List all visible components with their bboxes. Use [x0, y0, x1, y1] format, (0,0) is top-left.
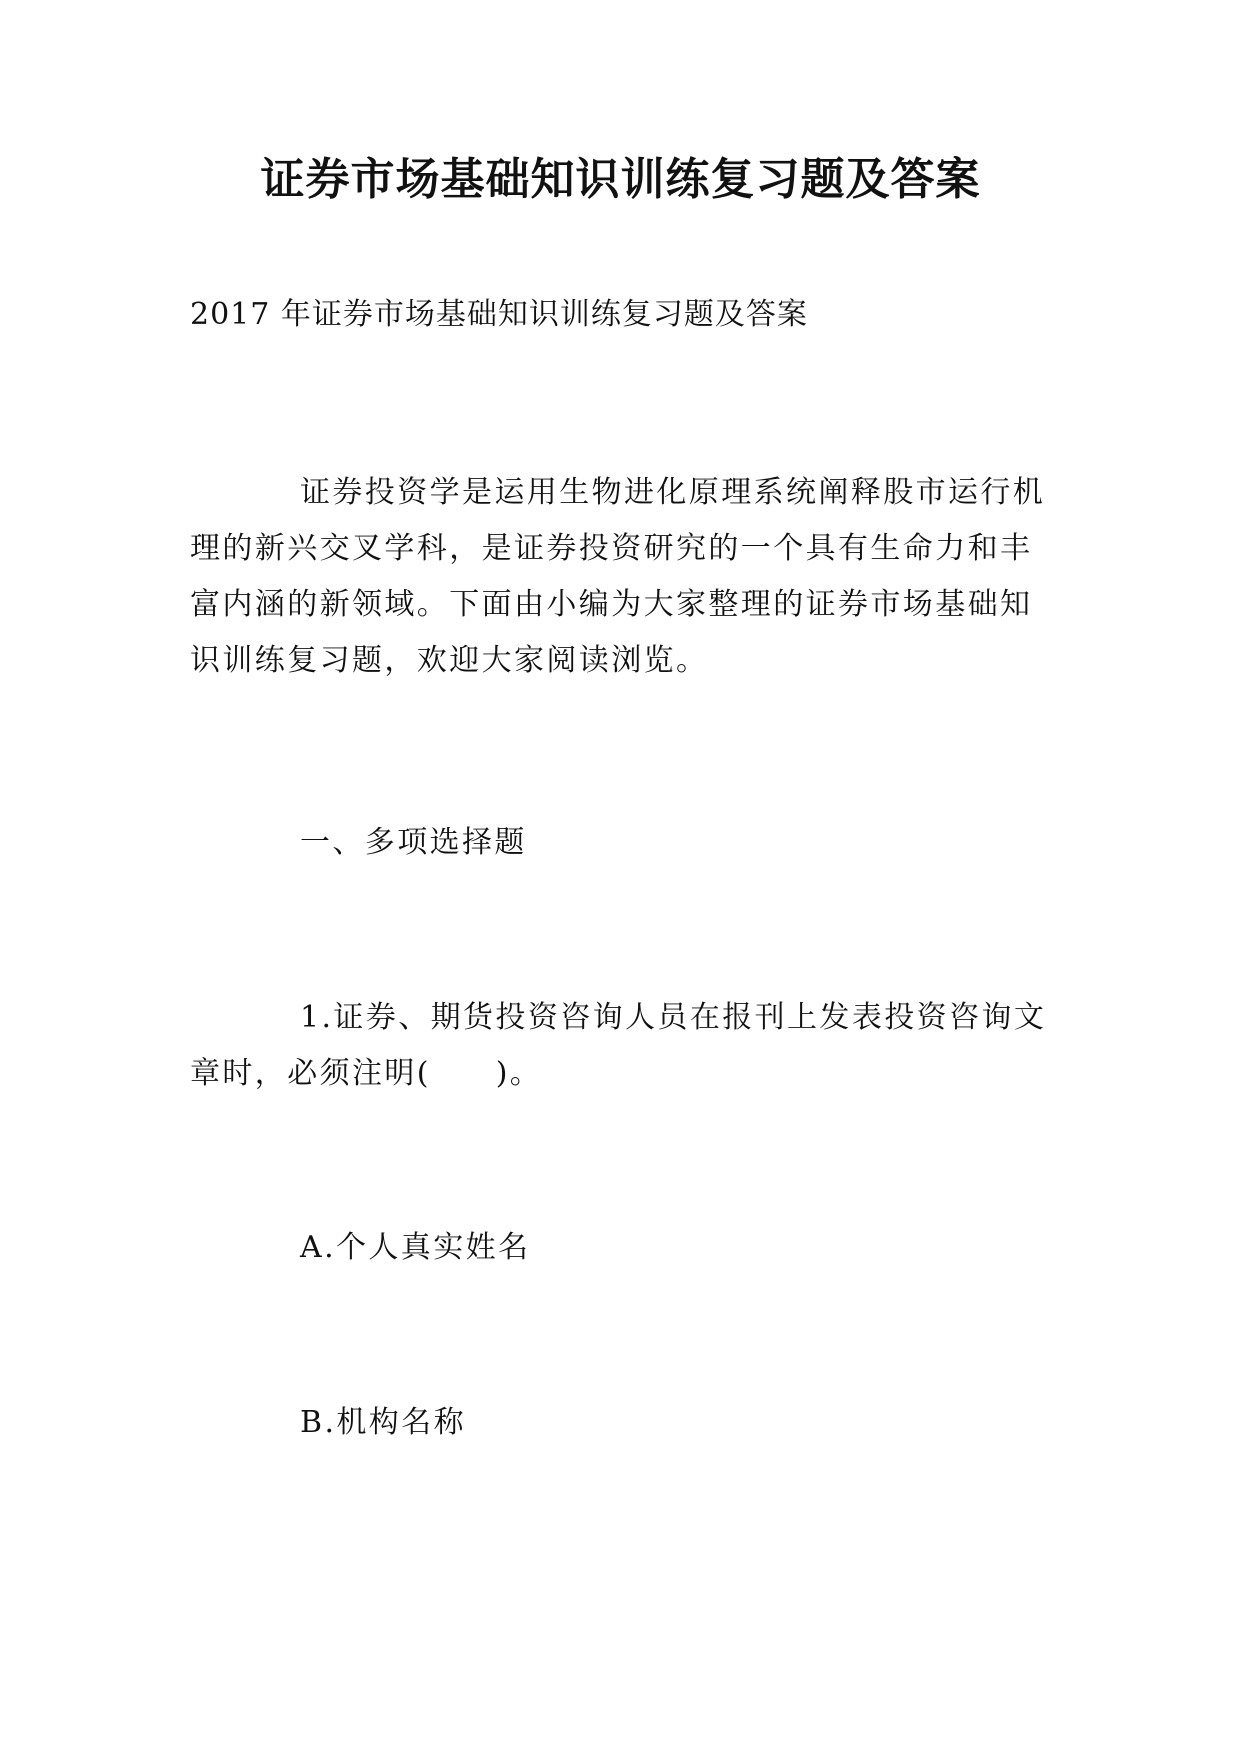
document-subtitle: 2017 年证券市场基础知识训练复习题及答案: [190, 297, 808, 332]
question-text: 1.证券、期货投资咨询人员在报刊上发表投资咨询文章时，必须注明( )。: [190, 1000, 1047, 1091]
document-title: 证券市场基础知识训练复习题及答案: [260, 154, 981, 205]
question-option-b: B.机构名称: [300, 1405, 466, 1440]
intro-paragraph: 证券投资学是运用生物进化原理系统阐释股市运行机理的新兴交叉学科，是证券投资研究的一个具有生命力和丰富内涵的新领域。下面由小编为大家整理的证券市场基础知识训练复习题，欢迎大家阅读浏览。: [190, 475, 1046, 678]
section-heading: 一、多项选择题: [300, 825, 527, 860]
question-option-a: A.个人真实姓名: [300, 1230, 531, 1265]
